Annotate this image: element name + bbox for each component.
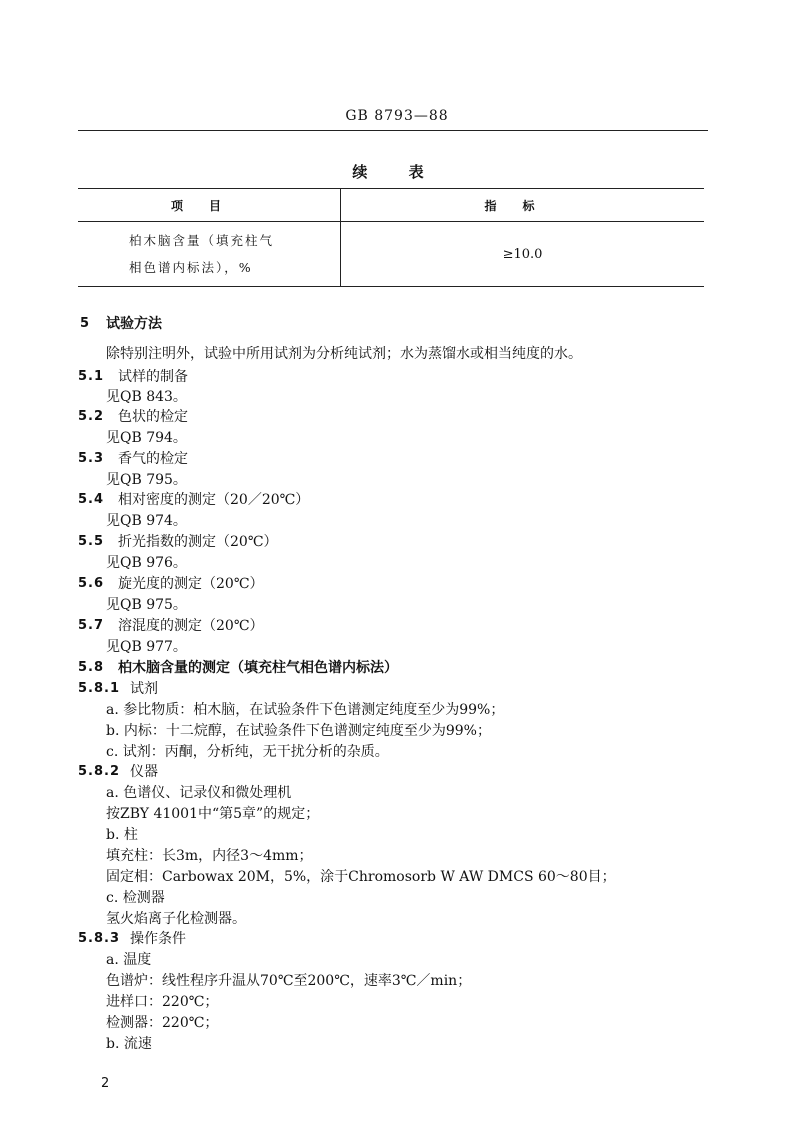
section-5-8-1-number: 5.8.1 bbox=[78, 681, 121, 696]
item-line-2: 相色谱内标法），% bbox=[129, 260, 253, 275]
reagent-c: c. 试剂：丙酮，分析纯，无干扰分析的杂质。 bbox=[106, 744, 389, 760]
section-5-7-title: 溶混度的测定（20℃） bbox=[118, 618, 264, 634]
spec-table bbox=[78, 188, 704, 287]
section-5-8-3-title: 操作条件 bbox=[130, 931, 186, 947]
table-cell-value bbox=[341, 222, 704, 286]
section-5-7-number: 5.7 bbox=[78, 618, 105, 633]
item-text bbox=[129, 227, 289, 281]
section-5-2-title: 色状的检定 bbox=[118, 409, 188, 425]
detector-temp: 检测器：220℃； bbox=[106, 1015, 219, 1031]
section-5-8-3-number: 5.8.3 bbox=[78, 931, 121, 946]
section-5-4-title: 相对密度的测定（20／20℃） bbox=[118, 492, 310, 508]
instrument-a-detail: 按ZBY 41001中“第5章”的规定； bbox=[106, 806, 320, 822]
section-5-4-number: 5.4 bbox=[78, 492, 105, 507]
condition-a: a. 温度 bbox=[106, 952, 152, 968]
col-header-index bbox=[341, 189, 704, 221]
section-5-3-title: 香气的检定 bbox=[118, 451, 188, 467]
section-5-3-number: 5.3 bbox=[78, 451, 105, 466]
col-header-item bbox=[78, 189, 341, 221]
condition-b: b. 流速 bbox=[106, 1036, 152, 1052]
oven-temp: 色谱炉：线性程序升温从70℃至200℃，速率3℃／min； bbox=[106, 973, 472, 989]
section-5-5-title: 折光指数的测定（20℃） bbox=[118, 534, 278, 550]
header-rule bbox=[78, 130, 708, 131]
section-5-3-body: 见QB 795。 bbox=[106, 472, 187, 488]
instrument-c: c. 检测器 bbox=[106, 890, 165, 906]
section-5-8-2-number: 5.8.2 bbox=[78, 764, 121, 779]
section-5-6-title: 旋光度的测定（20℃） bbox=[118, 576, 264, 592]
section-5-2-body: 见QB 794。 bbox=[106, 430, 187, 446]
section-5-6-number: 5.6 bbox=[78, 576, 105, 591]
section-5-6-body: 见QB 975。 bbox=[106, 597, 187, 613]
section-5-8-number: 5.8 bbox=[78, 660, 105, 675]
detector-detail: 氢火焰离子化检测器。 bbox=[106, 911, 246, 927]
section-5-5-number: 5.5 bbox=[78, 534, 105, 549]
section-5-1-number: 5.1 bbox=[78, 369, 105, 384]
table-title: 续 表 bbox=[352, 163, 442, 181]
section-5-4-body: 见QB 974。 bbox=[106, 513, 187, 529]
reagent-b: b. 内标：十二烷醇，在试验条件下色谱测定纯度至少为99%； bbox=[106, 723, 491, 739]
item-value: ≥10.0 bbox=[502, 246, 543, 262]
column-packed: 填充柱：长3m，内径3～4mm； bbox=[106, 848, 313, 864]
column-stationary-phase: 固定相：Carbowax 20M，5%，涂于Chromosorb W AW DMCS 60～80目； bbox=[106, 869, 616, 885]
instrument-b: b. 柱 bbox=[106, 827, 138, 843]
item-line-1: 柏木脑含量（填充柱气 bbox=[129, 233, 275, 248]
col-header-item-label: 项目 bbox=[170, 198, 247, 213]
section-5-8-1-title: 试剂 bbox=[130, 681, 158, 697]
table-header-row bbox=[78, 188, 704, 222]
section-5-1-body: 见QB 843。 bbox=[106, 389, 187, 405]
reagent-a: a. 参比物质：柏木脑，在试验条件下色谱测定纯度至少为99%； bbox=[106, 702, 505, 718]
section-5-title: 试验方法 bbox=[106, 316, 162, 332]
section-5-8-title: 柏木脑含量的测定（填充柱气相色谱内标法） bbox=[118, 660, 398, 676]
section-5-7-body: 见QB 977。 bbox=[106, 639, 187, 655]
document-header-code: GB 8793—88 bbox=[345, 108, 449, 124]
table-cell-item bbox=[78, 222, 341, 286]
inlet-temp: 进样口：220℃； bbox=[106, 994, 219, 1010]
instrument-a: a. 色谱仪、记录仪和微处理机 bbox=[106, 785, 292, 801]
section-5-5-body: 见QB 976。 bbox=[106, 555, 187, 571]
col-header-index-label: 指标 bbox=[484, 198, 561, 213]
section-5-2-number: 5.2 bbox=[78, 409, 105, 424]
page-number: 2 bbox=[101, 1076, 110, 1091]
section-5-1-title: 试样的制备 bbox=[118, 369, 188, 385]
table-row bbox=[78, 222, 704, 287]
section-5-intro: 除特别注明外，试验中所用试剂为分析纯试剂；水为蒸馏水或相当纯度的水。 bbox=[106, 346, 582, 362]
section-5-number: 5 bbox=[80, 316, 91, 331]
section-5-8-2-title: 仪器 bbox=[130, 764, 158, 780]
